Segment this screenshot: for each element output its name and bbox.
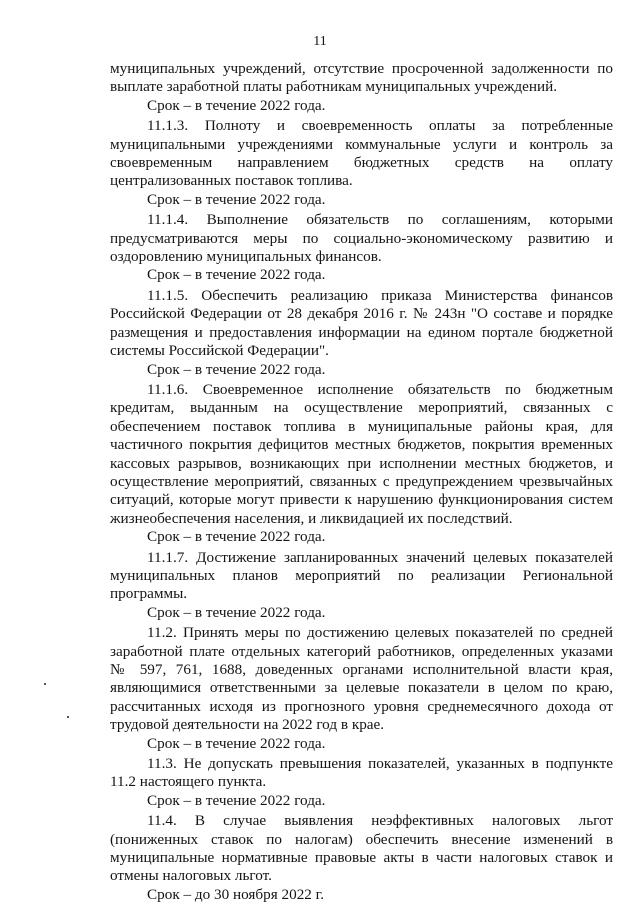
deadline-line: Срок – в течение 2022 года. xyxy=(147,528,326,546)
paragraph: 11.1.5. Обеспечить реализацию приказа Министерства финансов Российской Федерации от 28 декабря 2016 г. № 243н "О составе и порядке размещения и предоставления информации на едином портале бюджетной системы Российской Федерации". xyxy=(110,286,613,360)
paragraph: 11.1.6. Своевременное исполнение обязательств по бюджетным кредитам, выданным на осуществление мероприятий, связанных с обеспечением поставок топлива в муниципальные районы края, для частичного покрытия дефицитов местных бюджетов, покрытия временных кассовых разрывов, возникающих при исполнении местных бюджетов, и осуществление мероприятий, связанных с предупреждением чрезвычайных ситуаций, которые могут привести к нарушению функционирования систем жизнеобеспечения населения, и ликвидацией их последствий. xyxy=(110,380,613,527)
deadline-line: Срок – до 30 ноября 2022 г. xyxy=(147,885,324,903)
paragraph: 11.2. Принять меры по достижению целевых показателей по средней заработной плате отдельных категорий работников, определенных указами № 597, 761, 1688, доведенных органами исполнительной власти края, являющимися ответственными за целевые показатели в целом по краю, рассчитанных исходя из прогнозного уровня среднемесячного дохода от трудовой деятельности на 2022 год в крае. xyxy=(110,624,613,734)
deadline-line: Срок – в течение 2022 года. xyxy=(147,96,326,114)
document-body xyxy=(110,60,613,906)
page-number: 11 xyxy=(313,34,327,49)
deadline-line: Срок – в течение 2022 года. xyxy=(147,360,326,378)
paragraph: муниципальных учреждений, отсутствие просроченной задолженности по выплате заработной платы работникам муниципальных учреждений. xyxy=(110,60,613,96)
deadline-line: Срок – в течение 2022 года. xyxy=(147,190,326,208)
deadline-line: Срок – в течение 2022 года. xyxy=(147,734,326,752)
deadline-line: Срок – в течение 2022 года. xyxy=(147,266,326,284)
deadline-line: Срок – в течение 2022 года. xyxy=(147,791,326,809)
paragraph: 11.4. В случае выявления неэффективных налоговых льгот (пониженных ставок по налогам) обеспечить внесение изменений в муниципальные нормативные правовые акты в части налоговых ставок и отмены налоговых льгот. xyxy=(110,812,613,885)
paragraph: 11.3. Не допускать превышения показателей, указанных в подпункте 11.2 настоящего пункта. xyxy=(110,755,613,791)
paragraph: 11.1.3. Полноту и своевременность оплаты за потребленные муниципальными учреждениями коммунальные услуги и контроль за своевременным направлением бюджетных средств на оплату централизованных поставок топлива. xyxy=(110,117,613,190)
paragraph: 11.1.7. Достижение запланированных значений целевых показателей муниципальных планов мероприятий по реализации Региональной программы. xyxy=(110,548,613,603)
paragraph: 11.1.4. Выполнение обязательств по соглашениям, которыми предусматриваются меры по социально-экономическому развитию и оздоровлению муниципальных финансов. xyxy=(110,211,613,266)
scan-speck xyxy=(44,683,46,685)
deadline-line: Срок – в течение 2022 года. xyxy=(147,603,326,621)
scan-speck xyxy=(67,716,69,718)
